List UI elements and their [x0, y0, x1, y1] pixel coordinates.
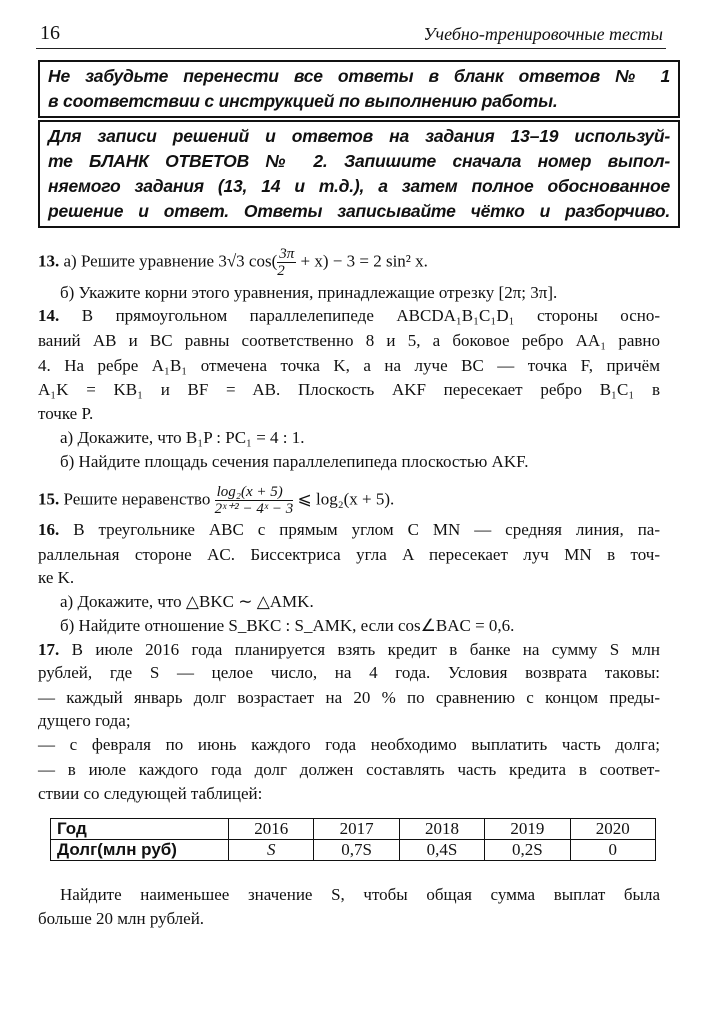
- table-cell: 2019: [485, 819, 570, 840]
- task-17-line: ствии со следующей таблицей:: [38, 784, 263, 803]
- table-header-cell: Долг(млн руб): [51, 840, 229, 861]
- task-17-line: рублей, где S — целое число, на 4 года. Условия возврата таковы:: [38, 663, 660, 682]
- task-14-b: б) Найдите площадь сечения параллелепипеда плоскостью AKF.: [60, 452, 529, 471]
- table-cell: 2018: [399, 819, 484, 840]
- line-text: ⩽ log₂(x + 5).: [297, 489, 395, 509]
- task-17-question: Найдите наименьшее значение S, чтобы общая сумма выплат была: [60, 885, 660, 904]
- header-divider: [36, 48, 666, 49]
- table-row-debt: [51, 840, 656, 861]
- table-cell: 0: [570, 840, 655, 861]
- task-17-line: — с февраля по июнь каждого года необходимо выплатить часть долга;: [38, 735, 660, 754]
- task-14-a: а) Докажите, что B₁P : PC₁ = 4 : 1.: [60, 428, 305, 447]
- instruction-line: няемого задания (13, 14 и т.д.), а затем полное обоснованное: [48, 176, 670, 196]
- table-cell: S: [229, 840, 314, 861]
- task-14-line: 4. На ребре A₁B₁ отмечена точка K, а на луче BC — точка F, причём: [38, 356, 660, 375]
- running-title: Учебно-тренировочные тесты: [423, 24, 663, 44]
- task-13-b: б) Укажите корни этого уравнения, принадлежащие отрезку [2π; 3π].: [60, 283, 558, 302]
- task-16-b: б) Найдите отношение S_BKC : S_AMK, если cos∠BAC = 0,6.: [60, 616, 515, 635]
- line-text: В прямоугольном параллелепипеде ABCDA₁B₁C₁D₁ стороны осно-: [81, 306, 660, 325]
- task-number: 14.: [38, 306, 60, 325]
- task-16-a: а) Докажите, что △BKC ∼ △AMK.: [60, 592, 314, 611]
- line-text: В июле 2016 года планируется взять кредит в банке на сумму S млн: [71, 640, 660, 659]
- line-text: Решите неравенство: [63, 489, 211, 509]
- task-17-line: — каждый январь долг возрастает на 20 % по сравнению с концом преды-: [38, 688, 660, 707]
- task-17-line: — в июле каждого года долг должен составлять часть кредита в соответ-: [38, 760, 660, 779]
- table-cell: 2016: [229, 819, 314, 840]
- task-17-question: больше 20 млн рублей.: [38, 909, 205, 928]
- task-14-line: ваний AB и BC равны соответственно 8 и 5, а боковое ребро AA₁ равно: [38, 331, 660, 350]
- instruction-line: решение и ответ. Ответы записывайте чётко и разборчиво.: [48, 201, 670, 221]
- fraction: [277, 246, 296, 279]
- denominator: 2: [277, 263, 285, 279]
- task-14-line: [38, 305, 660, 327]
- task-number: 13.: [38, 251, 60, 271]
- numerator: 3π: [279, 246, 295, 262]
- page-number: 16: [40, 22, 60, 44]
- numerator: log₂(x + 5): [215, 484, 294, 501]
- reminder-line: Не забудьте перенести все ответы в бланк ответов № 1: [48, 66, 670, 86]
- task-number: 15.: [38, 489, 60, 509]
- instruction-line: Для записи решений и ответов на задания 13–19 используй-: [48, 126, 670, 146]
- table-row-years: [51, 819, 656, 840]
- reminder-line: в соответствии с инструкцией по выполнению работы.: [48, 91, 558, 111]
- task-number: 16.: [38, 520, 60, 539]
- fraction: [215, 484, 294, 517]
- instructions-box: [38, 120, 680, 228]
- task-15: [38, 484, 660, 517]
- table-cell: 0,7S: [314, 840, 399, 861]
- instruction-line: те БЛАНК ОТВЕТОВ № 2. Запишите сначала номер выпол-: [48, 151, 670, 171]
- task-16-line: раллельная стороне AC. Биссектриса угла A пересекает луч MN в точ-: [38, 545, 660, 564]
- table-cell: 0,4S: [399, 840, 484, 861]
- debt-table: [50, 818, 656, 861]
- task-17-line: [38, 639, 660, 661]
- line-text: В треугольнике ABC с прямым углом C MN — средняя линия, па-: [73, 520, 660, 539]
- task-14-line: точке P.: [38, 404, 94, 423]
- equation-part: + x) − 3 = 2 sin² x.: [300, 251, 428, 271]
- table-cell: 2017: [314, 819, 399, 840]
- task-17-line: дущего года;: [38, 711, 131, 730]
- table-cell: 0,2S: [485, 840, 570, 861]
- denominator: 2ˣ⁺² − 4ˣ − 3: [214, 501, 294, 517]
- task-16-line: ке K.: [38, 568, 75, 587]
- task-number: 17.: [38, 640, 60, 659]
- table-header-cell: Год: [51, 819, 229, 840]
- equation-part: а) Решите уравнение 3√3 cos(: [63, 251, 278, 271]
- reminder-box: [38, 60, 680, 118]
- task-16-line: [38, 519, 660, 541]
- table-cell: 2020: [570, 819, 655, 840]
- task-13-a: [38, 246, 660, 279]
- task-14-line: A₁K = KB₁ и BF = AB. Плоскость AKF пересекает ребро B₁C₁ в: [38, 380, 660, 399]
